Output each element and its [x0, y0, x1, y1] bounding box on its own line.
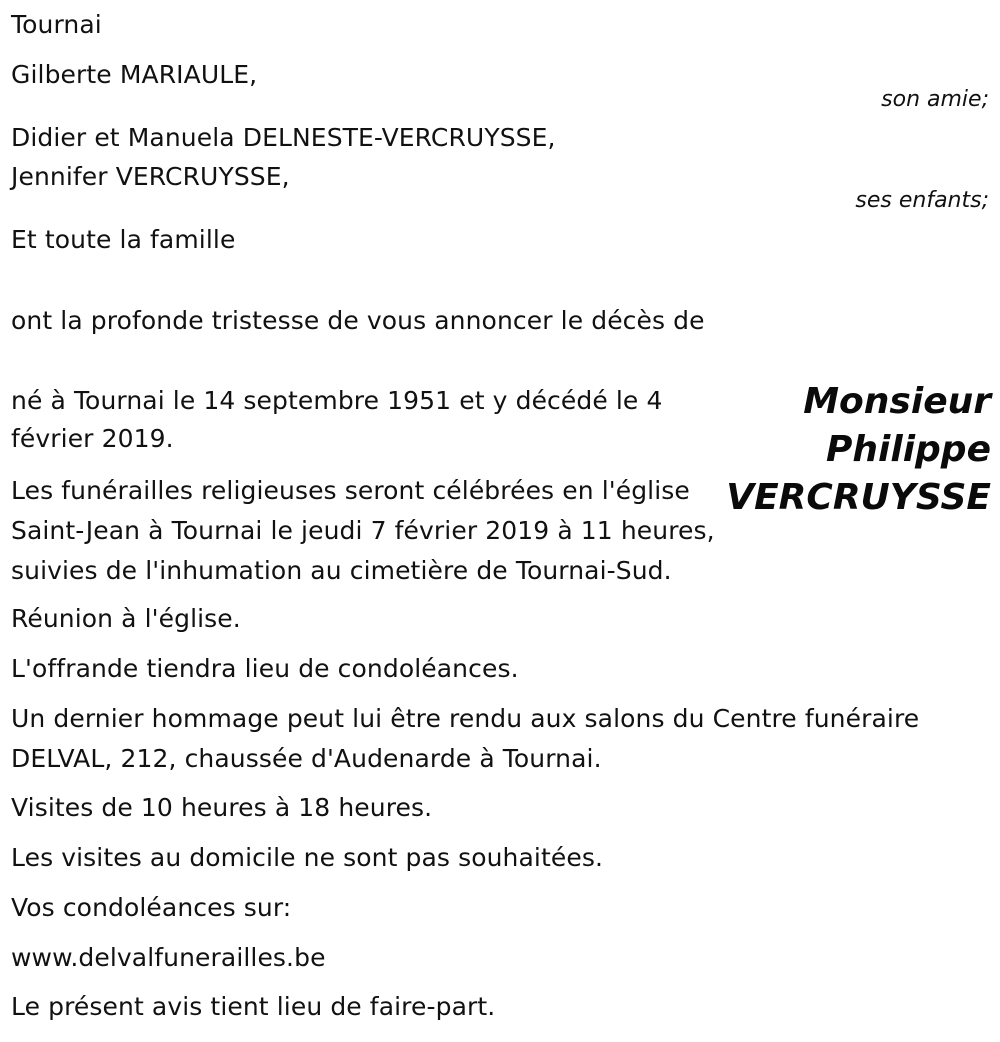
- family-line: Et toute la famille: [11, 225, 236, 254]
- children-name-1: Didier et Manuela DELNESTE-VERCRUYSSE,: [11, 123, 556, 152]
- tribute-line-2: DELVAL, 212, chaussée d'Audenarde à Tournai.: [11, 744, 602, 773]
- deceased-last-name: VERCRUYSSE: [726, 477, 991, 518]
- deceased-title: Monsieur: [803, 381, 991, 422]
- friend-name: Gilberte MARIAULE,: [11, 60, 258, 89]
- birth-line-1: né à Tournai le 14 septembre 1951 et y décédé le 4: [11, 386, 663, 415]
- children-name-2: Jennifer VERCRUYSSE,: [11, 162, 290, 191]
- tribute-line-1: Un dernier hommage peut lui être rendu aux salons du Centre funéraire: [11, 704, 920, 733]
- offering-text: L'offrande tiendra lieu de condoléances.: [11, 654, 519, 683]
- website-link[interactable]: www.delvalfunerailles.be: [11, 943, 326, 972]
- closing-text: Le présent avis tient lieu de faire-part.: [11, 992, 496, 1021]
- friend-role: son amie;: [881, 87, 989, 112]
- birth-line-2: février 2019.: [11, 424, 174, 453]
- funeral-line-3: suivies de l'inhumation au cimetière de Tournai-Sud.: [11, 556, 672, 585]
- funeral-line-2: Saint-Jean à Tournai le jeudi 7 février 2019 à 11 heures,: [11, 516, 715, 545]
- funeral-line-1: Les funérailles religieuses seront célébrées en l'église: [11, 476, 690, 505]
- children-role: ses enfants;: [855, 188, 989, 213]
- meeting-text: Réunion à l'église.: [11, 604, 241, 633]
- deceased-first-name: Philippe: [826, 429, 991, 470]
- deceased-name: [726, 378, 991, 522]
- announcement-text: ont la profonde tristesse de vous annoncer le décès de: [11, 306, 705, 335]
- condolences-label: Vos condoléances sur:: [11, 893, 292, 922]
- visits-text: Visites de 10 heures à 18 heures.: [11, 793, 433, 822]
- city-heading: Tournai: [11, 10, 102, 39]
- home-visits-text: Les visites au domicile ne sont pas souhaitées.: [11, 843, 604, 872]
